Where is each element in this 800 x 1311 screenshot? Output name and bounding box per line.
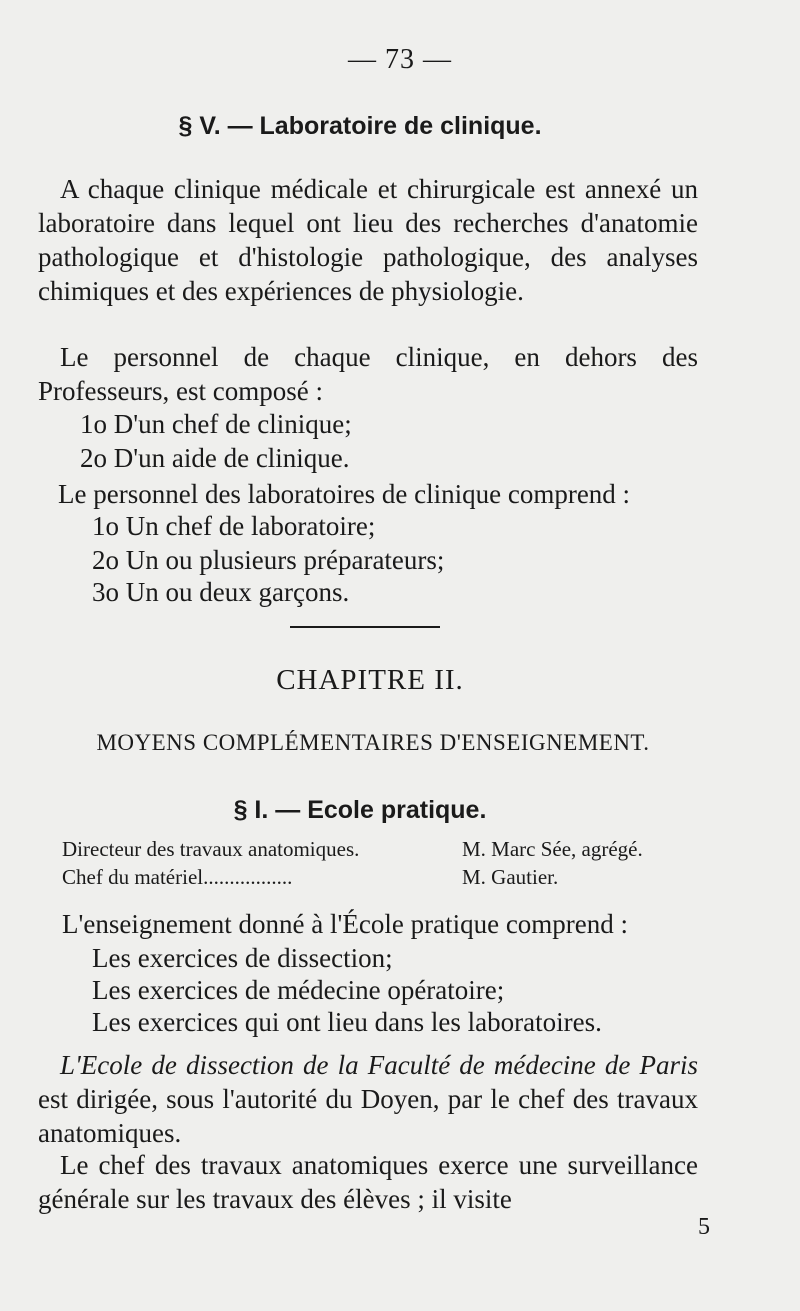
paragraph-rest: est dirigée, sous l'autorité du Doyen, par le chef des travaux anatomiques. bbox=[38, 1084, 698, 1148]
list-item: Les exercices de médecine opératoire; bbox=[92, 975, 505, 1005]
list-item: 1o D'un chef de clinique; bbox=[80, 409, 352, 439]
staff-role: Chef du matériel................. bbox=[62, 865, 293, 889]
chapter-title: CHAPITRE II. bbox=[276, 664, 464, 696]
list-item: Les exercices de dissection; bbox=[92, 943, 393, 973]
list-item: 2o D'un aide de clinique. bbox=[80, 443, 350, 473]
staff-name: M. Marc Sée, agrégé. bbox=[462, 837, 643, 861]
paragraph-ecole-dissection bbox=[38, 1048, 698, 1150]
italic-lead: L'Ecole de dissection de la Faculté de médecine de Paris bbox=[60, 1050, 698, 1080]
signature-mark: 5 bbox=[698, 1214, 710, 1240]
paragraph-text: Le personnel de chaque clinique, en dehors des Professeurs, est composé : bbox=[38, 342, 698, 406]
paragraph-lab-personnel: Le personnel des laboratoires de clinique comprend : bbox=[58, 479, 631, 509]
paragraph-text bbox=[38, 1048, 698, 1150]
staff-name: M. Gautier. bbox=[462, 865, 559, 889]
paragraph-text: Le chef des travaux anatomiques exerce une surveillance générale sur les travaux des élèves ; il visite bbox=[38, 1150, 698, 1214]
chapter-subtitle: MOYENS COMPLÉMENTAIRES D'ENSEIGNEMENT. bbox=[96, 730, 650, 755]
page-number: — 73 — bbox=[348, 44, 452, 75]
paragraph-text: A chaque clinique médicale et chirurgicale est annexé un laboratoire dans lequel ont lieu des recherches d'anatomie pathologique et d'histologie pathologique, des analyses chimiques et des expériences de physiologie. bbox=[38, 174, 698, 306]
section-v-title: § V. — Laboratoire de clinique. bbox=[178, 112, 542, 140]
section-divider bbox=[290, 626, 440, 628]
list-item: Les exercices qui ont lieu dans les laboratoires. bbox=[92, 1007, 602, 1037]
paragraph-chef-travaux bbox=[38, 1148, 698, 1216]
paragraph-personnel bbox=[38, 340, 698, 408]
list-item: 1o Un chef de laboratoire; bbox=[92, 511, 376, 541]
paragraph-enseignement: L'enseignement donné à l'École pratique comprend : bbox=[62, 909, 629, 939]
list-item: 3o Un ou deux garçons. bbox=[92, 577, 350, 607]
list-item: 2o Un ou plusieurs préparateurs; bbox=[92, 545, 445, 575]
staff-role: Directeur des travaux anatomiques. bbox=[62, 837, 360, 861]
section-i-title: § I. — Ecole pratique. bbox=[233, 796, 487, 824]
paragraph-laboratoire bbox=[38, 172, 698, 308]
